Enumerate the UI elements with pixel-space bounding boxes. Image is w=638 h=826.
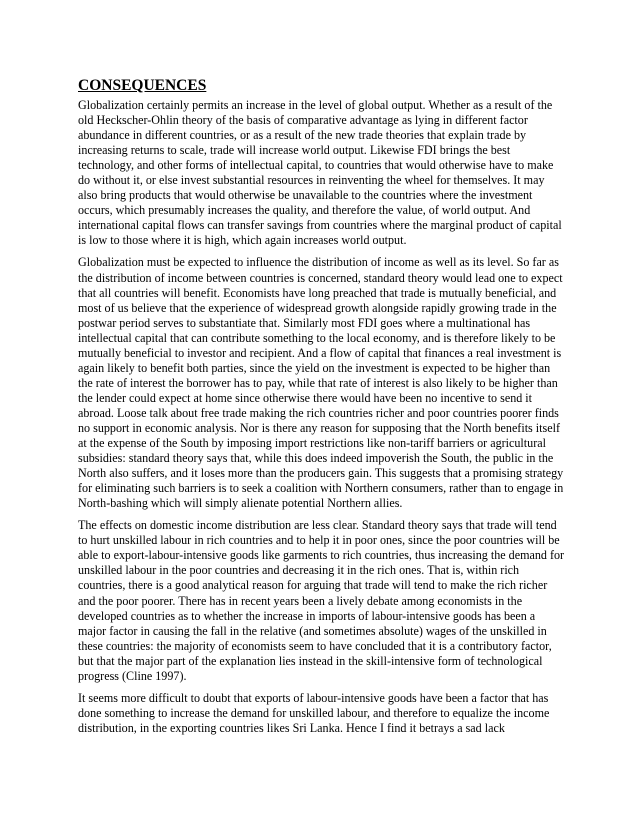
paragraph-2: Globalization must be expected to influence the distribution of income as well as its level. So far as the distribution of income between countries is concerned, standard theory would lead one to expect that all countries will benefit. Economists have long preached that trade is mutually beneficial, and most of us believe that the experience of widespread growth alongside rapidly growing trade in the postwar period serves to substantiate that. Similarly most FDI goes where a multinational has intellectual capital that can contribute something to the local economy, and is therefore likely to be mutually beneficial to investor and recipient. And a flow of capital that finances a real investment is again likely to benefit both parties, since the yield on the investment is expected to be higher than the rate of interest the borrower has to pay, while that rate of interest is also likely to be higher than the lender could expect at home since otherwise there would have been no incentive to send it abroad. Loose talk about free trade making the rich countries richer and poor countries poorer finds no support in economic analysis. Nor is there any reason for supposing that the North benefits itself at the expense of the South by imposing import restrictions like non-tariff barriers or agricultural subsidies: standard theory says that, while this does indeed impoverish the South, the public in the North also suffers, and it loses more than the producers gain. This suggests that a promising strategy for eliminating such barriers is to seek a coalition with Northern consumers, rather than to engage in North-bashing which will simply alienate potential Northern allies. [78,255,564,511]
document-body [78,76,566,743]
paragraph-4: It seems more difficult to doubt that exports of labour-intensive goods have been a factor that has done something to increase the demand for unskilled labour, and therefore to equalize the income distribution, in the exporting countries likes Sri Lanka. Hence I find it betrays a sad lack [78,690,550,735]
section-heading: CONSEQUENCES [78,77,207,94]
paragraph-3: The effects on domestic income distribution are less clear. Standard theory says that trade will tend to hurt unskilled labour in rich countries and to help it in poor ones, since the poor countries will be able to export-labour-intensive goods like garments to rich countries, thus increasing the demand for unskilled labour in the poor countries and decreasing it in the rich ones. That is, within rich countries, there is a good analytical reason for arguing that trade will tend to make the rich richer and the poor poorer. There has in recent years been a lively debate among economists in the developed countries as to whether the increase in imports of labour-intensive goods has been a major factor in causing the fall in the relative (and sometimes absolute) wages of the unskilled in these countries: the majority of economists seem to have concluded that it is a contributory factor, but that the major part of the explanation lies instead in the skill-intensive form of technological progress (Cline 1997). [78,518,565,683]
paragraph-1: Globalization certainly permits an increase in the level of global output. Whether as a result of the old Heckscher-Ohlin theory of the basis of comparative advantage as lying in different factor abundance in different countries, or as a result of the new trade theories that explain trade by increasing returns to scale, trade will increase world output. Likewise FDI brings the best technology, and other forms of intellectual capital, to countries that would otherwise have to make do without it, or else invest substantial resources in reinventing the wheel for themselves. It may also bring products that would otherwise be unavailable to the countries where the investment occurs, which presumably increases the quality, and therefore the value, of world output. And international capital flows can transfer savings from countries where the marginal product of capital is low to those where it is high, which again increases world output. [78,98,562,248]
